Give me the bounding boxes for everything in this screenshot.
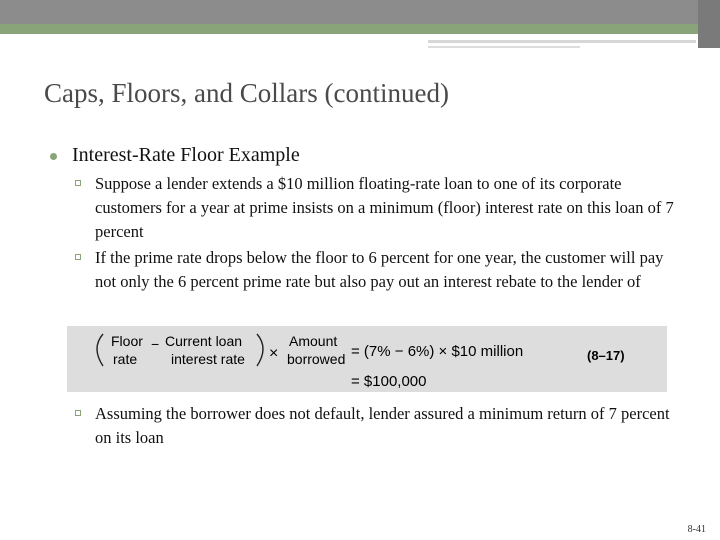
page-number: 8-41 <box>687 524 706 535</box>
header-bar-green <box>0 24 698 34</box>
sub-bullet <box>75 402 685 450</box>
formula-rhs-2: = $100,000 <box>351 373 427 390</box>
sub-bullet-text: If the prime rate drops below the floor to 6 percent for one year, the customer will pay not only the 6 percent prime rate but also pay out an interest rebate to the lender of <box>95 248 664 291</box>
formula-image <box>67 326 667 392</box>
square-bullet-icon <box>75 410 81 416</box>
minus-sign: − <box>151 336 160 352</box>
header-bar-grey <box>0 0 720 24</box>
amount-top: Amount <box>289 333 338 349</box>
square-bullet-icon <box>75 254 81 260</box>
bullet-dot-icon <box>50 153 57 160</box>
slide-title: Caps, Floors, and Collars (continued) <box>44 78 449 108</box>
formula-rhs-1: = (7% − 6%) × $10 million <box>351 343 524 360</box>
sub-bullet <box>75 246 685 294</box>
current-rate-bottom: interest rate <box>171 351 245 367</box>
header-bar-corner <box>698 0 720 48</box>
header-accent-line <box>428 40 696 43</box>
sub-bullet-text: Assuming the borrower does not default, lender assured a minimum return of 7 percent on its loan <box>95 404 670 447</box>
equation-number: (8–17) <box>587 348 625 363</box>
current-rate-top: Current loan <box>165 333 243 349</box>
floor-rate-bottom: rate <box>113 351 138 367</box>
right-paren-icon <box>257 334 263 366</box>
times-sign: × <box>269 345 279 362</box>
left-paren-icon <box>97 334 103 366</box>
main-bullet-text: Interest-Rate Floor Example <box>72 144 300 166</box>
header-accent-line-short <box>428 46 580 48</box>
sub-bullet-text: Suppose a lender extends a $10 million floating-rate loan to one of its corporate customers for a year at prime insists on a minimum (floor) interest rate on this loan of 7 percent <box>95 174 674 241</box>
square-bullet-icon <box>75 180 81 186</box>
amount-bottom: borrowed <box>287 351 346 367</box>
floor-rate-top: Floor <box>111 333 143 349</box>
formula-svg <box>67 326 667 392</box>
sub-bullet <box>75 172 685 244</box>
